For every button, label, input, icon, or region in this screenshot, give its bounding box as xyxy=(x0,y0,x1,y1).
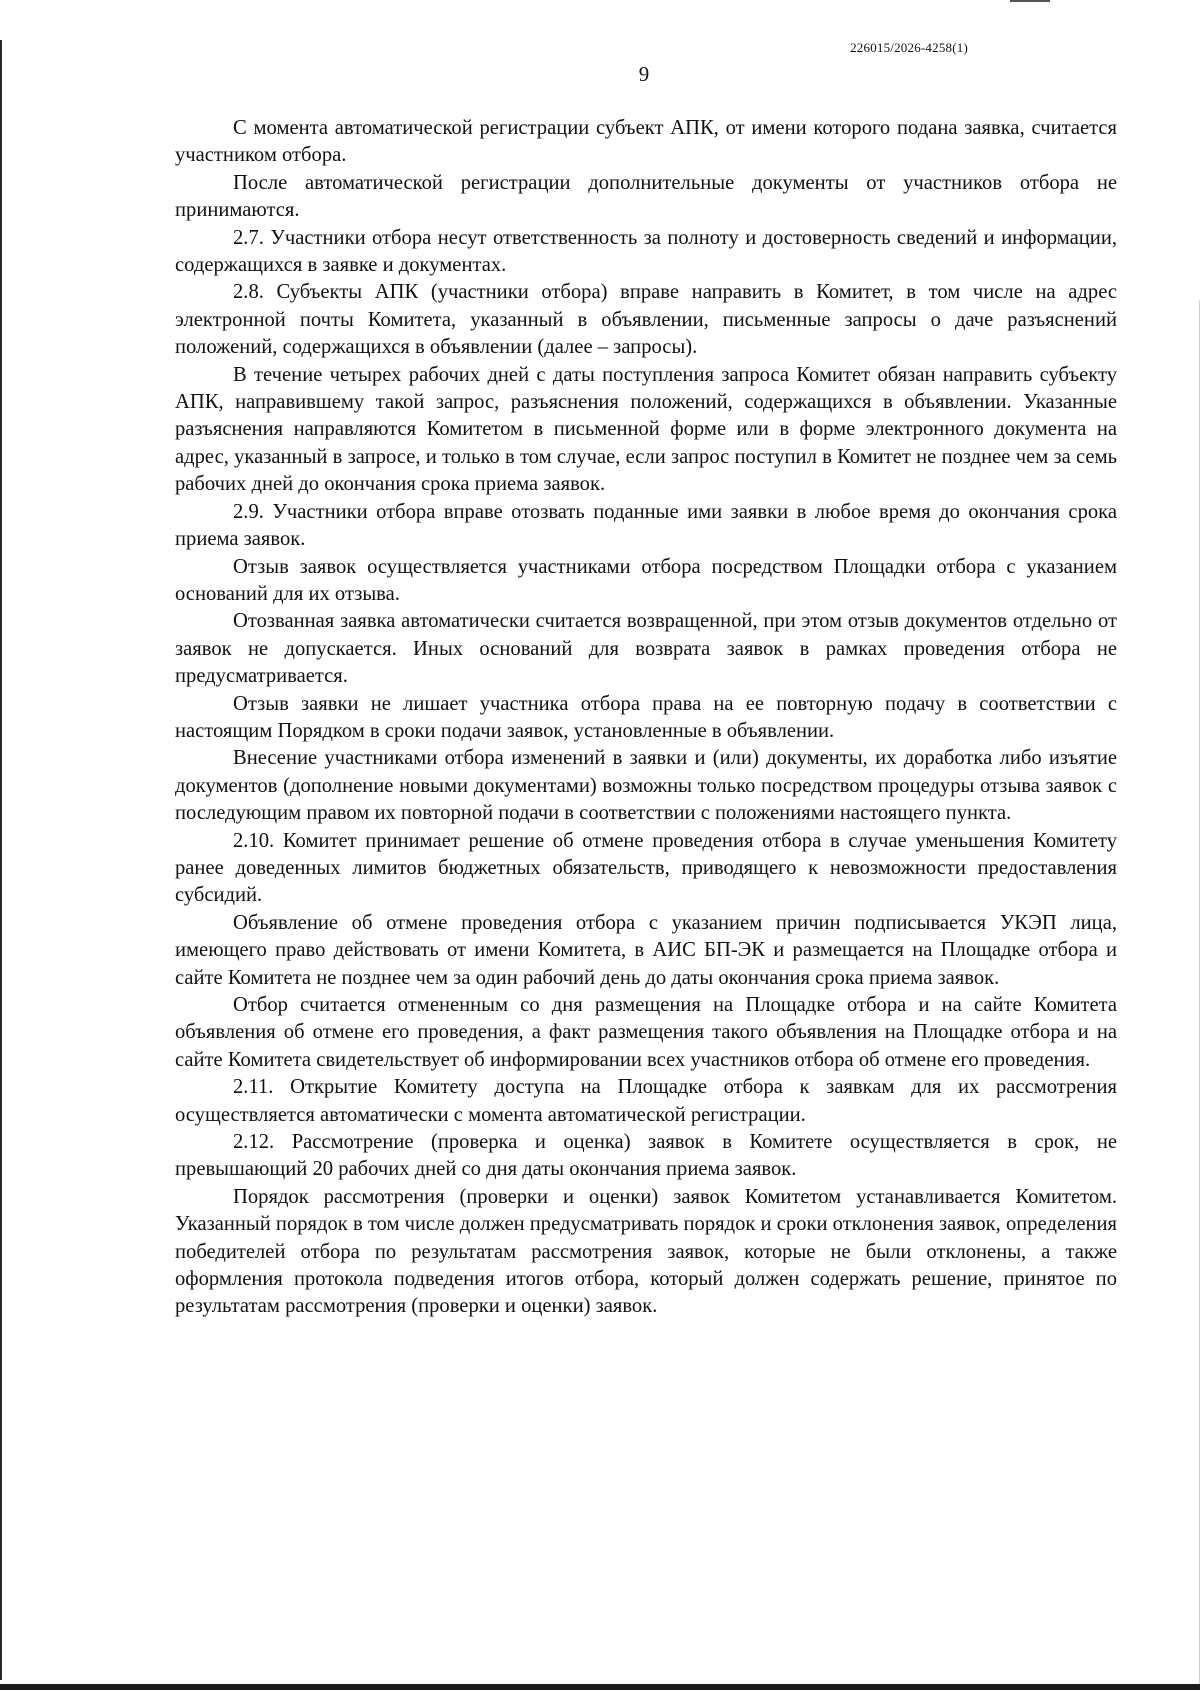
paragraph: С момента автоматической регистрации субъект АПК, от имени которого подана заявка, считается участником отбора. xyxy=(175,117,1117,167)
paragraph: Порядок рассмотрения (проверки и оценки) заявок Комитетом устанавливается Комитетом. Указанный порядок в том числе должен предусматривать порядок и сроки отклонения заявок, определения победителей отбора по результатам рассмотрения заявок, которые не были отклонены, а также оформления протокола подведения итогов отбора, который должен содержать решение, принятое по результатам рассмотрения (проверки и оценки) заявок. xyxy=(175,1185,1118,1318)
document-number: 226015/2026-4258(1) xyxy=(850,40,968,55)
paragraph: 2.12. Рассмотрение (проверка и оценка) заявок в Комитете осуществляется в срок, не превышающий 20 рабочих дней со дня даты окончания приема заявок. xyxy=(175,1131,1117,1181)
paragraph: После автоматической регистрации дополнительные документы от участников отбора не принимаются. xyxy=(175,171,1117,222)
paragraph: В течение четырех рабочих дней с даты поступления запроса Комитет обязан направить субъекту АПК, направившему такой запрос, разъяснения положений, содержащихся в объявлении. Указанные разъяснения направляются Комитетом в письменной форме или в форме электронного документа на адрес, указанный в запросе, и только в том случае, если запрос поступил в Комитет не позднее чем за семь рабочих дней до окончания срока приема заявок. xyxy=(175,363,1117,496)
paragraph: Внесение участниками отбора изменений в заявки и (или) документы, их доработка либо изъятие документов (дополнение новыми документами) возможны только посредством процедуры отзыва заявок с последующим правом их повторной подачи в соответствии с положениями настоящего пункта. xyxy=(175,747,1117,825)
paragraph: 2.7. Участники отбора несут ответственность за полноту и достоверность сведений и информации, содержащихся в заявке и документах. xyxy=(175,226,1117,277)
page-number: 9 xyxy=(638,62,650,86)
document-body xyxy=(175,115,1117,1321)
scan-top-mark xyxy=(1010,0,1050,2)
scan-edge-bottom xyxy=(0,1684,1200,1690)
scan-edge-left xyxy=(0,40,2,1680)
paragraph: 2.11. Открытие Комитету доступа на Площадке отбора к заявкам для их рассмотрения осуществляется автоматически с момента автоматической регистрации. xyxy=(175,1076,1117,1126)
paragraph: Отбор считается отмененным со дня размещения на Площадке отбора и на сайте Комитета объявления об отмене его проведения, а факт размещения такого объявления на Площадке отбора и на сайте Комитета свидетельствует об информировании всех участников отбора об отмене его проведения. xyxy=(175,994,1117,1071)
paragraph: Отзыв заявки не лишает участника отбора права на ее повторную подачу в соответствии с настоящим Порядком в сроки подачи заявок, установленные в объявлении. xyxy=(175,692,1117,742)
paragraph: Отозванная заявка автоматически считается возвращенной, при этом отзыв документов отдельно от заявок не допускается. Иных оснований для возврата заявок в рамках проведения отбора не предусматривается. xyxy=(175,610,1117,688)
paragraph: 2.9. Участники отбора вправе отозвать поданные ими заявки в любое время до окончания срока приема заявок. xyxy=(175,500,1117,551)
paragraph: Объявление об отмене проведения отбора с указанием причин подписывается УКЭП лица, имеющего право действовать от имени Комитета, в АИС БП-ЭК и размещается на Площадке отбора и сайте Комитета не позднее чем за один рабочий день до даты окончания срока приема заявок. xyxy=(175,911,1117,989)
paragraph: Отзыв заявок осуществляется участниками отбора посредством Площадки отбора с указанием оснований для их отзыва. xyxy=(175,555,1117,605)
paragraph: 2.8. Субъекты АПК (участники отбора) вправе направить в Комитет, в том числе на адрес электронной почты Комитета, указанный в объявлении, письменные запросы о даче разъяснений положений, содержащихся в объявлении (далее – запросы). xyxy=(175,281,1117,359)
paragraph: 2.10. Комитет принимает решение об отмене проведения отбора в случае уменьшения Комитету ранее доведенных лимитов бюджетных обязательств, приводящего к невозможности предоставления субсидий. xyxy=(175,829,1117,907)
